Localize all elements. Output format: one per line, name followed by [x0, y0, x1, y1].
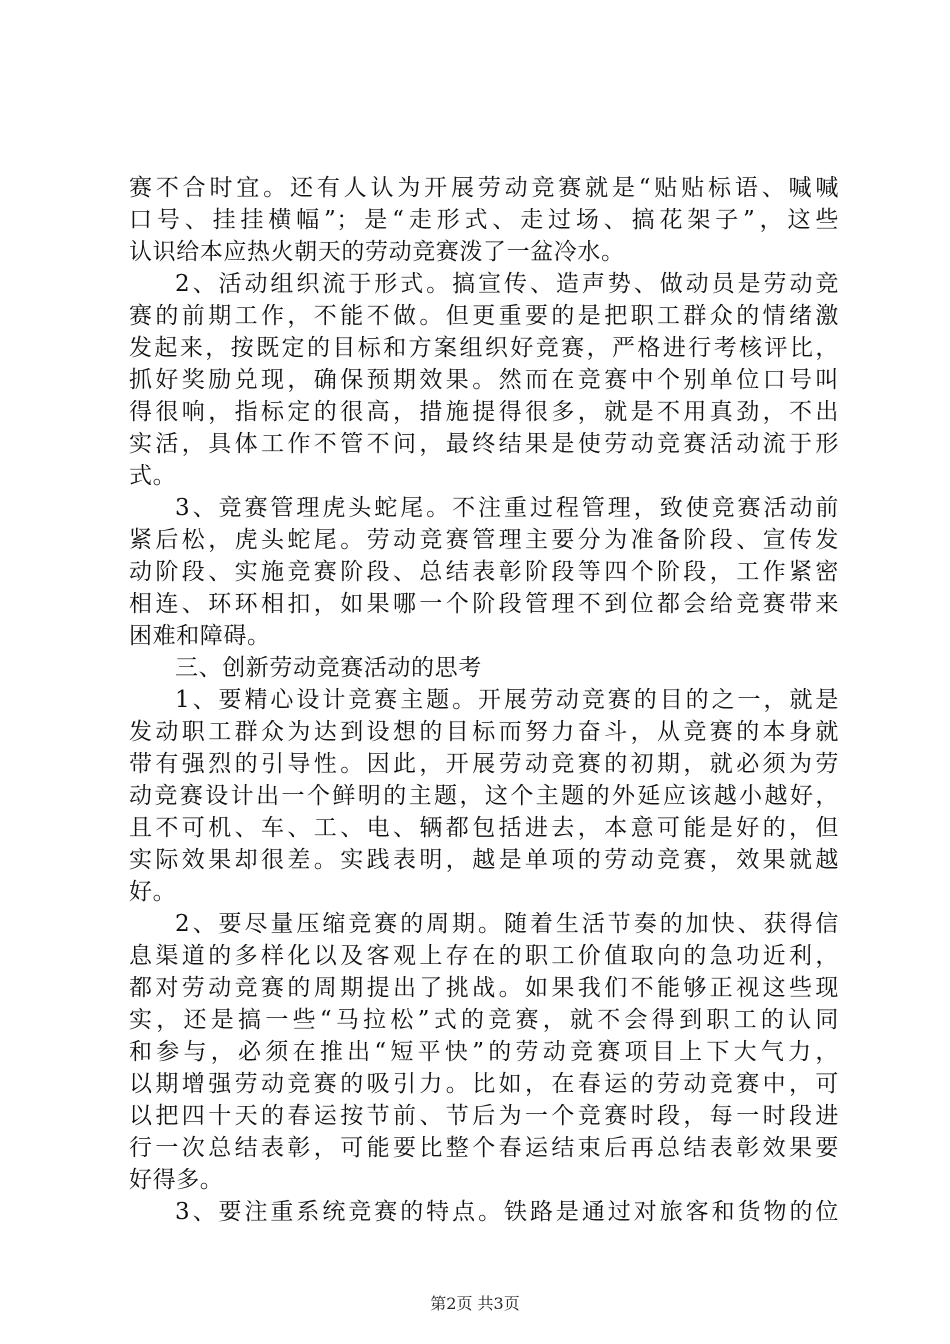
text-line: 口号、挂挂横幅”；是“走形式、走过场、搞花架子”，这些: [129, 207, 839, 233]
text-line: 三、创新劳动竞赛活动的思考: [175, 655, 482, 681]
text-line: 以把四十天的春运按节前、节后为一个竞赛时段，每一时段进: [129, 1103, 839, 1129]
document-body: [129, 172, 839, 1228]
text-line: 带有强烈的引导性。因此，开展劳动竞赛的初期，就必须为劳: [129, 751, 839, 777]
text-line: 发起来，按既定的目标和方案组织好竞赛，严格进行考核评比，: [129, 335, 839, 361]
text-line: 赛不合时宜。还有人认为开展劳动竞赛就是“贴贴标语、喊喊: [129, 175, 839, 201]
text-line: 动阶段、实施竞赛阶段、总结表彰阶段等四个阶段，工作紧密: [129, 559, 839, 585]
text-line: 实际效果却很差。实践表明，越是单项的劳动竞赛，效果就越: [129, 847, 839, 873]
text-line: 2、要尽量压缩竞赛的周期。随着生活节奏的加快、获得信: [175, 911, 839, 937]
text-line: 发动职工群众为达到设想的目标而努力奋斗，从竞赛的本身就: [129, 719, 839, 745]
page-footer: 第2页 共3页: [430, 1294, 520, 1313]
text-line: 息渠道的多样化以及客观上存在的职工价值取向的急功近利，: [129, 943, 839, 969]
text-line: 得很响，指标定的很高，措施提得很多，就是不用真劲，不出: [129, 399, 839, 425]
text-line: 2、活动组织流于形式。搞宣传、造声势、做动员是劳动竞: [175, 271, 839, 297]
text-line: 实活，具体工作不管不问，最终结果是使劳动竞赛活动流于形: [129, 431, 839, 457]
text-line: 行一次总结表彰，可能要比整个春运结束后再总结表彰效果要: [129, 1135, 839, 1161]
text-line: 和参与，必须在推出“短平快”的劳动竞赛项目上下大气力，: [129, 1039, 839, 1065]
text-line: 都对劳动竞赛的周期提出了挑战。如果我们不能够正视这些现: [129, 975, 839, 1001]
text-line: 实，还是搞一些“马拉松”式的竞赛，就不会得到职工的认同: [129, 1007, 839, 1033]
text-line: 且不可机、车、工、电、辆都包括进去，本意可能是好的，但: [129, 815, 839, 841]
text-line: 式。: [129, 463, 177, 489]
text-line: 3、要注重系统竞赛的特点。铁路是通过对旅客和货物的位: [175, 1199, 839, 1225]
text-line: 动竞赛设计出一个鲜明的主题，这个主题的外延应该越小越好，: [129, 783, 839, 809]
text-line: 困难和障碍。: [129, 623, 271, 649]
text-line: 3、竞赛管理虎头蛇尾。不注重过程管理，致使竞赛活动前: [175, 495, 839, 521]
text-line: 认识给本应热火朝天的劳动竞赛泼了一盆冷水。: [129, 239, 625, 265]
text-line: 相连、环环相扣，如果哪一个阶段管理不到位都会给竞赛带来: [129, 591, 839, 617]
text-line: 抓好奖励兑现，确保预期效果。然而在竞赛中个别单位口号叫: [129, 367, 839, 393]
text-line: 好。: [129, 879, 177, 905]
text-line: 紧后松，虎头蛇尾。劳动竞赛管理主要分为准备阶段、宣传发: [129, 527, 839, 553]
text-line: 好得多。: [129, 1167, 224, 1193]
text-line: 以期增强劳动竞赛的吸引力。比如，在春运的劳动竞赛中，可: [129, 1071, 839, 1097]
text-line: 赛的前期工作，不能不做。但更重要的是把职工群众的情绪激: [129, 303, 839, 329]
text-line: 1、要精心设计竞赛主题。开展劳动竞赛的目的之一，就是: [175, 687, 839, 713]
